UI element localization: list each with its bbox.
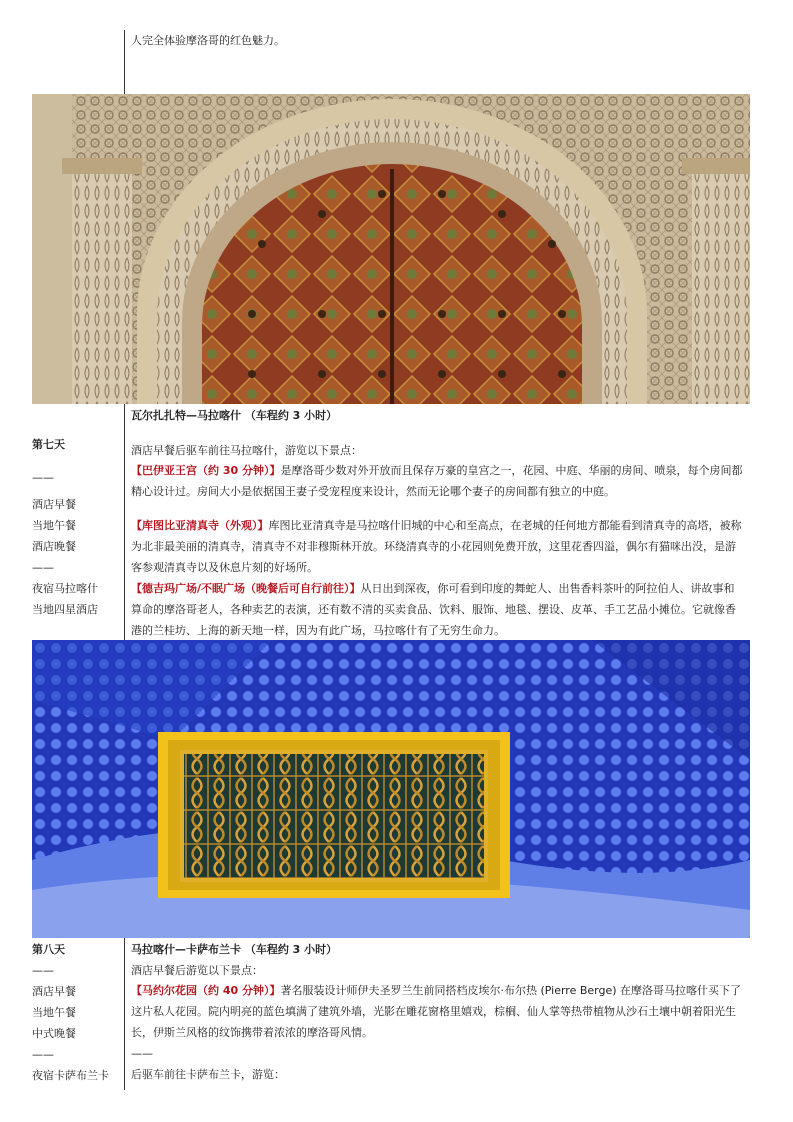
day8-paragraph-majorelle: [131, 980, 745, 1043]
separator: ——: [32, 1048, 54, 1061]
separator: ——: [32, 561, 54, 574]
arch-door-photo: [32, 94, 750, 404]
stay-city: 夜宿马拉喀什: [32, 582, 98, 595]
day-label: 第七天: [32, 438, 65, 451]
separator: ——: [131, 1047, 153, 1060]
day8-last-line: 后驱车前往卡萨布兰卡，游览：: [131, 1068, 285, 1081]
day8-day-label: 第八天: [32, 943, 65, 956]
day7-paragraph-jemaa: [131, 578, 745, 641]
day7-paragraph-bahia: [131, 460, 745, 502]
attraction-title: 【巴伊亚王宫（约 30 分钟）】: [131, 464, 281, 477]
column-divider: [124, 30, 125, 94]
day8-intro: 酒店早餐后游览以下景点：: [131, 964, 263, 977]
meal-dinner: 中式晚餐: [32, 1027, 76, 1040]
column-divider: [124, 404, 125, 640]
attraction-title: 【德吉玛广场/不眠广场（晚餐后可自行前往）】: [131, 582, 361, 595]
attraction-title: 【马约尔花园（约 40 分钟）】: [131, 984, 281, 997]
attraction-text: 是摩洛哥少数对外开放而且保存万豪的皇宫之一，花园、中庭、华丽的房间、喷泉，每个房间都精心设计过。房间大小是依据国王妻子受宠程度来设计，然而无论哪个妻子的房间都有独立的中庭。: [131, 464, 743, 498]
meal-breakfast: 酒店早餐: [32, 498, 76, 511]
column-divider: [124, 938, 125, 1090]
day7-intro: 酒店早餐后驱车前往马拉喀什，游览以下景点：: [131, 444, 362, 457]
meal-lunch: 当地午餐: [32, 519, 76, 532]
stay-city: 夜宿卡萨布兰卡: [32, 1069, 109, 1082]
intro-line: 人完全体验摩洛哥的红色魅力。: [131, 34, 285, 47]
day7-route-title: 瓦尔扎扎特—马拉喀什 （车程约 3 小时）: [131, 409, 338, 422]
attraction-text: 从日出到深夜，你可看到印度的舞蛇人、出售香料茶叶的阿拉伯人、讲故事和算命的摩洛哥老人，各种卖艺的表演，还有数不清的买卖食品、饮料、服饰、地毯、摆设、皮革、手工艺品小摊位。它就像香港的兰桂坊、上海的新天地一样，因为有此广场，马拉喀什有了无穷生命力。: [131, 582, 736, 637]
meal-dinner: 酒店晚餐: [32, 540, 76, 553]
day8-left-column: [32, 960, 124, 1086]
attraction-text: 著名服装设计师伊夫圣罗兰生前同搭档皮埃尔·布尔热 (Pierre Berge) 在摩洛哥马拉喀什买下了这片私人花园。院内明亮的蓝色填满了建筑外墙，光影在雕花窗格里嬉戏，棕榈、仙人掌等热带植物从沙石土壤中朝着阳光生长，伊斯兰风格的纹饰携带着浓浓的摩洛哥风情。: [131, 984, 742, 1039]
day7-paragraph-koutoubia: [131, 515, 745, 578]
attraction-title: 【库图比亚清真寺（外观）】: [131, 519, 269, 532]
separator: ——: [32, 964, 54, 977]
meal-lunch: 当地午餐: [32, 1006, 76, 1019]
stay-hotel: 当地四星酒店: [32, 603, 98, 616]
separator: ——: [32, 471, 54, 484]
day8-route-title: 马拉喀什—卡萨布兰卡 （车程约 3 小时）: [131, 943, 338, 956]
day7-left-column: [32, 434, 124, 620]
majorelle-window-photo: [32, 640, 750, 938]
meal-breakfast: 酒店早餐: [32, 985, 76, 998]
attraction-text: 库图比亚清真寺是马拉喀什旧城的中心和至高点，在老城的任何地方都能看到清真寺的高塔，被称为北非最美丽的清真寺，清真寺不对非穆斯林开放。环绕清真寺的小花园则免费开放，这里花香四溢，偶尔有猫咪出没，是游客参观清真寺以及休息片刻的好场所。: [131, 519, 742, 574]
